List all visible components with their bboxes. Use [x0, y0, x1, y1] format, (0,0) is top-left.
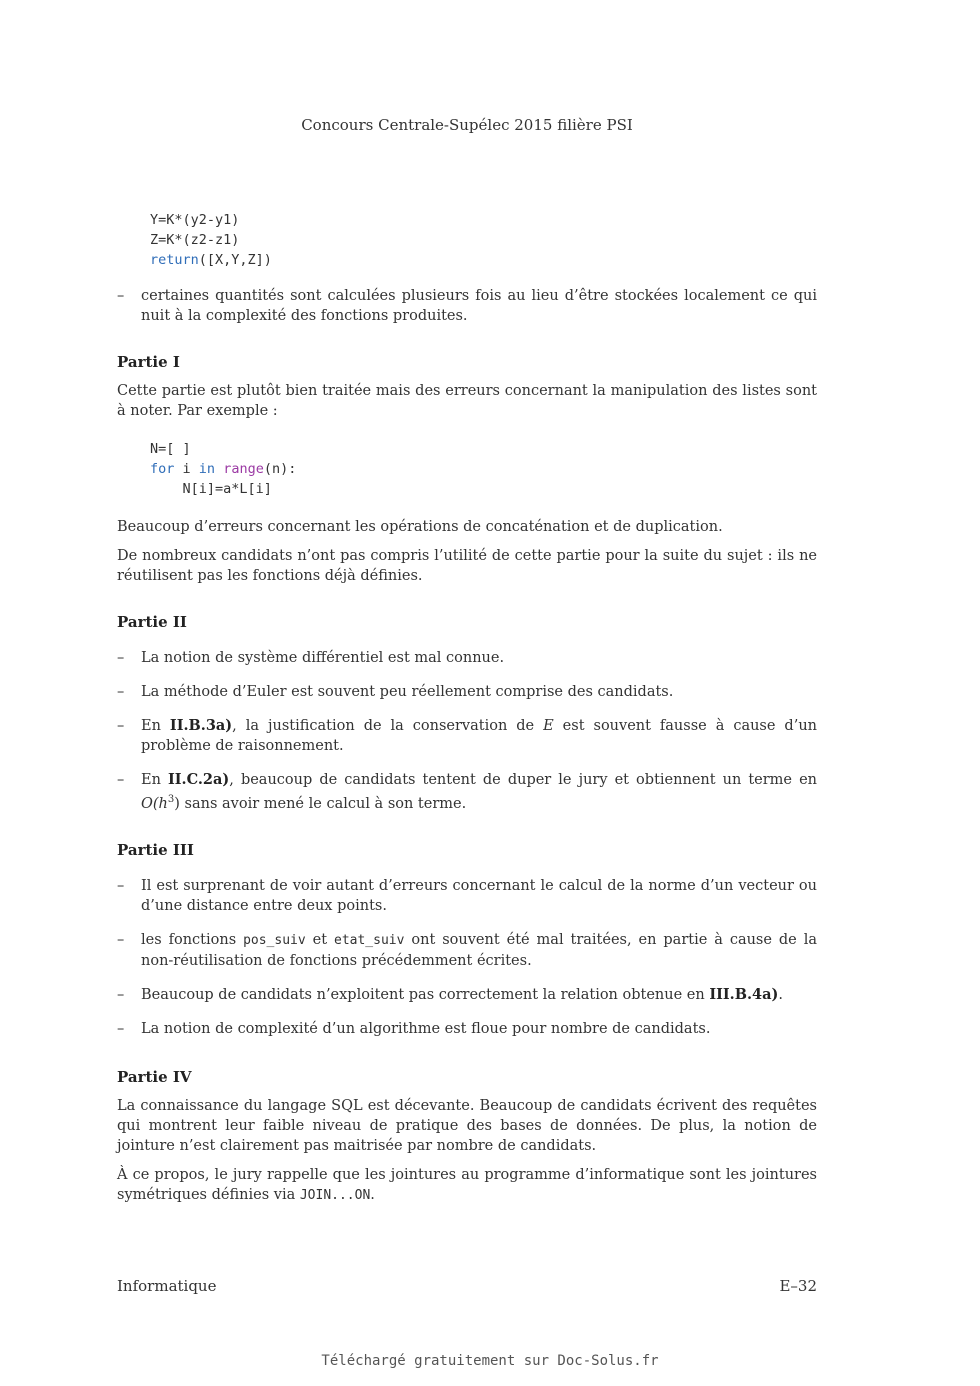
code-text: [215, 461, 223, 477]
list-item: [117, 876, 817, 916]
text-fragment: Beaucoup de candidats n’exploitent pas correctement la relation obtenue en: [141, 986, 710, 1003]
text-fragment: , la justification de la conservation de: [232, 718, 544, 734]
list-item-text: [141, 718, 817, 754]
bullet-dash: –: [117, 718, 125, 734]
list-item-text: Il est surprenant de voir autant d’erreurs concernant le calcul de la norme d’un vecteur ou d’une distance entre deux points.: [141, 877, 817, 914]
function-name: pos_suiv: [243, 932, 306, 948]
paragraph: La connaissance du langage SQL est décevante. Beaucoup de candidats écrivent des requêtes qui montrent leur faible niveau de pratique des bases de données. De plus, la notion de jointure n’est clairement pas maitrisée par nombre de candidats.: [117, 1097, 817, 1154]
list-item: [117, 716, 817, 756]
list-item-text: La notion de complexité d’un algorithme est floue pour nombre de candidats.: [141, 1020, 711, 1037]
code-line: N[i]=a*L[i]: [150, 481, 272, 497]
question-reference: II.B.3a): [169, 717, 233, 734]
code-line: [150, 459, 817, 479]
list-item-text: [141, 772, 817, 812]
page-content: [117, 210, 817, 1206]
paragraph: [117, 1165, 817, 1206]
text-fragment: est souvent fausse à cause d’un problème de raisonnement.: [141, 718, 817, 754]
text-fragment: .: [370, 1186, 375, 1203]
text-fragment: En: [141, 772, 168, 788]
keyword-for: for: [150, 461, 175, 477]
text-fragment: .: [778, 986, 783, 1003]
keyword-return: return: [150, 252, 199, 268]
bullet-dash: –: [117, 772, 125, 788]
list-item: [117, 682, 817, 702]
list-item: [117, 286, 817, 326]
bullet-dash: –: [117, 684, 125, 700]
list-item-text: [141, 932, 817, 969]
code-line: N=[ ]: [150, 441, 191, 457]
question-reference: II.C.2a): [167, 771, 230, 788]
math-variable: E: [543, 718, 554, 734]
text-fragment: À ce propos, le jury rappelle que les jointures au programme d’informatique sont les jointures symétriques définies via: [117, 1166, 817, 1203]
math-close: ): [174, 795, 180, 812]
math-expression: O(h: [141, 795, 168, 812]
section-title-partie-1: Partie I: [117, 353, 180, 371]
list-item: [117, 648, 817, 668]
text-fragment: ont souvent été mal traitées, en partie à cause de la non-réutilisation de fonctions précédemment écrites.: [141, 931, 817, 969]
list-item-text: [141, 987, 783, 1003]
section-title-partie-4: Partie IV: [117, 1067, 192, 1086]
code-line: [150, 250, 817, 270]
code-block-partie-1: [150, 439, 817, 499]
list-item: [117, 1019, 817, 1039]
section-title-partie-3: Partie III: [117, 840, 194, 859]
builtin-range: range: [223, 461, 264, 477]
function-name: etat_suiv: [334, 932, 405, 948]
paragraph: Beaucoup d’erreurs concernant les opérations de concaténation et de duplication.: [117, 519, 723, 535]
paragraph: De nombreux candidats n’ont pas compris l’utilité de cette partie pour la suite du sujet : ils ne réutilisent pas les fonctions déjà définies.: [117, 548, 817, 584]
paragraph: Cette partie est plutôt bien traitée mais des erreurs concernant la manipulation des listes sont à noter. Par exemple :: [117, 383, 817, 419]
list-item-text: La méthode d’Euler est souvent peu réellement comprise des candidats.: [141, 684, 674, 700]
text-fragment: les fonctions: [141, 931, 244, 948]
code-text: (n):: [263, 461, 297, 477]
bullet-dash: –: [117, 877, 125, 894]
math-exponent: 3: [167, 794, 175, 805]
list-item: [117, 930, 817, 971]
bullet-dash: –: [117, 931, 125, 948]
text-fragment: et: [305, 931, 334, 948]
section-title-partie-2: Partie II: [117, 613, 187, 631]
download-notice: Téléchargé gratuitement sur Doc-Solus.fr: [321, 1353, 659, 1369]
bullet-dash: –: [117, 650, 125, 666]
question-reference: III.B.4a): [709, 985, 779, 1003]
code-text: i: [174, 461, 199, 477]
bullet-dash: –: [117, 288, 125, 304]
keyword-in: in: [198, 461, 216, 477]
code-line: Y=K*(y2-y1): [150, 212, 240, 228]
text-fragment: sans avoir mené le calcul à son terme.: [179, 795, 467, 812]
bullet-dash: –: [117, 1020, 125, 1037]
list-item: [117, 770, 817, 814]
code-text: ([X,Y,Z]): [198, 252, 272, 268]
text-fragment: En: [141, 718, 170, 734]
text-fragment: , beaucoup de candidats tentent de duper le jury et obtiennent un terme en: [229, 772, 817, 788]
footer-page-number: E–32: [779, 1277, 817, 1295]
bullet-dash: –: [117, 986, 125, 1003]
footer-subject: Informatique: [117, 1277, 217, 1295]
list-item-text: certaines quantités sont calculées plusieurs fois au lieu d’être stockées localement ce qui nuit à la complexité des fonctions produites.: [141, 288, 817, 324]
page-header: Concours Centrale-Supélec 2015 filière PSI: [301, 116, 633, 134]
code-line: Z=K*(z2-z1): [150, 232, 240, 248]
sql-keyword: JOIN...ON: [299, 1187, 371, 1203]
list-item: [117, 985, 817, 1005]
code-block-top: [150, 210, 817, 270]
list-item-text: La notion de système différentiel est mal connue.: [141, 650, 505, 666]
